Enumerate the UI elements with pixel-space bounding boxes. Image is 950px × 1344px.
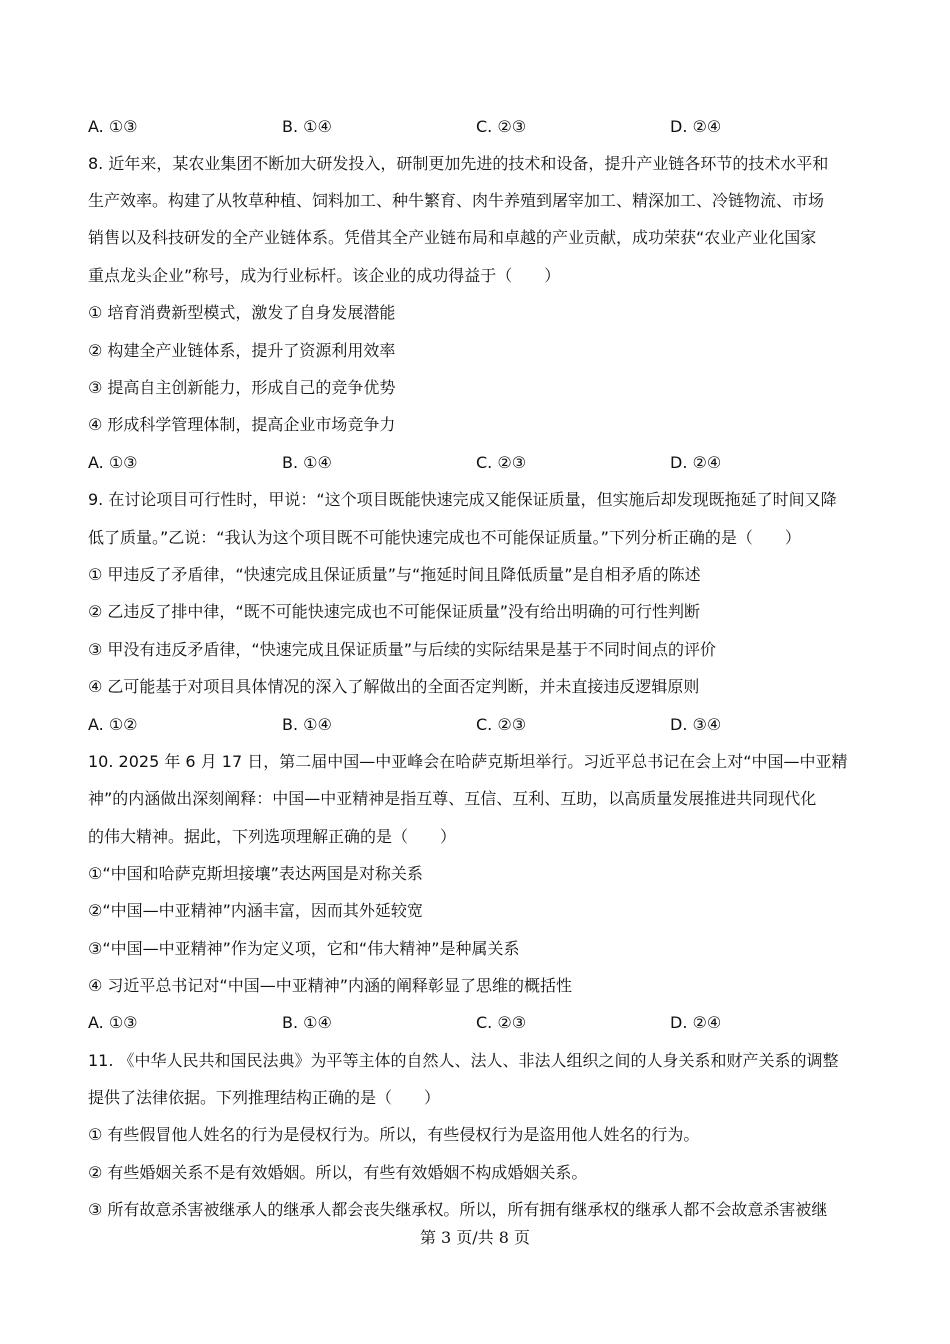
q8-option-c: C. ②③ [476, 453, 527, 472]
q9-item: ② 乙违反了排中律，“既不可能快速完成也不可能保证质量”没有给出明确的可行性判断 [88, 602, 701, 621]
q8-stem-line: 8. 近年来，某农业集团不断加大研发投入，研制更加先进的技术和设备，提升产业链各环节的技术水平和 [88, 154, 829, 173]
q10-option-b: B. ①④ [282, 1013, 332, 1032]
q7-option-c: C. ②③ [476, 117, 527, 136]
q9-option-d: D. ③④ [670, 715, 722, 734]
q10-item: ④ 习近平总书记对“中国—中亚精神”内涵的阐释彰显了思维的概括性 [88, 976, 573, 995]
q8-stem-line: 销售以及科技研发的全产业链体系。凭借其全产业链布局和卓越的产业贡献，成功荣获“农业产业化国家 [88, 228, 817, 247]
q11-item: ① 有些假冒他人姓名的行为是侵权行为。所以，有些侵权行为是盗用他人姓名的行为。 [88, 1125, 700, 1144]
q8-stem-line: 生产效率。构建了从牧草种植、饲料加工、种牛繁育、肉牛养殖到屠宰加工、精深加工、冷链物流、市场 [88, 191, 825, 210]
page-number-footer: 第 3 页/共 8 页 [419, 1228, 531, 1247]
q8-option-a: A. ①③ [88, 453, 138, 472]
q9-stem-line: 低了质量。”乙说：“我认为这个项目既不可能快速完成也不可能保证质量。”下列分析正确的是（ ） [88, 528, 801, 547]
q10-option-a: A. ①③ [88, 1013, 138, 1032]
q7-option-b: B. ①④ [282, 117, 332, 136]
q10-item: ②“中国—中亚精神”内涵丰富，因而其外延较宽 [88, 901, 423, 920]
q8-option-d: D. ②④ [670, 453, 722, 472]
q10-item: ③“中国—中亚精神”作为定义项，它和“伟大精神”是种属关系 [88, 939, 520, 958]
q8-item: ③ 提高自主创新能力，形成自己的竞争优势 [88, 378, 396, 397]
q9-option-a: A. ①② [88, 715, 138, 734]
q10-stem-line: 的伟大精神。据此，下列选项理解正确的是（ ） [88, 827, 457, 846]
q9-item: ① 甲违反了矛盾律，“快速完成且保证质量”与“拖延时间且降低质量”是自相矛盾的陈述 [88, 565, 701, 584]
q7-option-a: A. ①③ [88, 117, 138, 136]
q10-item: ①“中国和哈萨克斯坦接壤”表达两国是对称关系 [88, 864, 423, 883]
q8-item: ① 培育消费新型模式，激发了自身发展潜能 [88, 303, 396, 322]
q10-option-c: C. ②③ [476, 1013, 527, 1032]
q8-item: ④ 形成科学管理体制，提高企业市场竞争力 [88, 415, 396, 434]
q9-option-c: C. ②③ [476, 715, 527, 734]
q9-option-b: B. ①④ [282, 715, 332, 734]
q7-option-d: D. ②④ [670, 117, 722, 136]
q11-item: ② 有些婚姻关系不是有效婚姻。所以，有些有效婚姻不构成婚姻关系。 [88, 1163, 588, 1182]
q11-stem-line: 提供了法律依据。下列推理结构正确的是（ ） [88, 1088, 441, 1107]
q9-stem-line: 9. 在讨论项目可行性时，甲说：“这个项目既能快速完成又能保证质量，但实施后却发现既拖延了时间又降 [88, 490, 837, 509]
q10-stem-line: 神”的内涵做出深刻阐释：中国—中亚精神是指互尊、互信、互利、互助，以高质量发展推进共同现代化 [88, 789, 817, 808]
q11-stem-line: 11. 《中华人民共和国民法典》为平等主体的自然人、法人、非法人组织之间的人身关系和财产关系的调整 [88, 1051, 839, 1070]
q8-item: ② 构建全产业链体系，提升了资源利用效率 [88, 341, 396, 360]
q8-option-b: B. ①④ [282, 453, 332, 472]
q9-item: ③ 甲没有违反矛盾律，“快速完成且保证质量”与后续的实际结果是基于不同时间点的评价 [88, 640, 717, 659]
q11-item: ③ 所有故意杀害被继承人的继承人都会丧失继承权。所以，所有拥有继承权的继承人都不会故意杀害被继 [88, 1200, 828, 1219]
q10-stem-line: 10. 2025 年 6 月 17 日，第二届中国—中亚峰会在哈萨克斯坦举行。习近平总书记在会上对“中国—中亚精 [88, 752, 848, 771]
q9-item: ④ 乙可能基于对项目具体情况的深入了解做出的全面否定判断，并未直接违反逻辑原则 [88, 677, 700, 696]
q8-stem-line: 重点龙头企业”称号，成为行业标杆。该企业的成功得益于（ ） [88, 266, 561, 285]
q10-option-d: D. ②④ [670, 1013, 722, 1032]
